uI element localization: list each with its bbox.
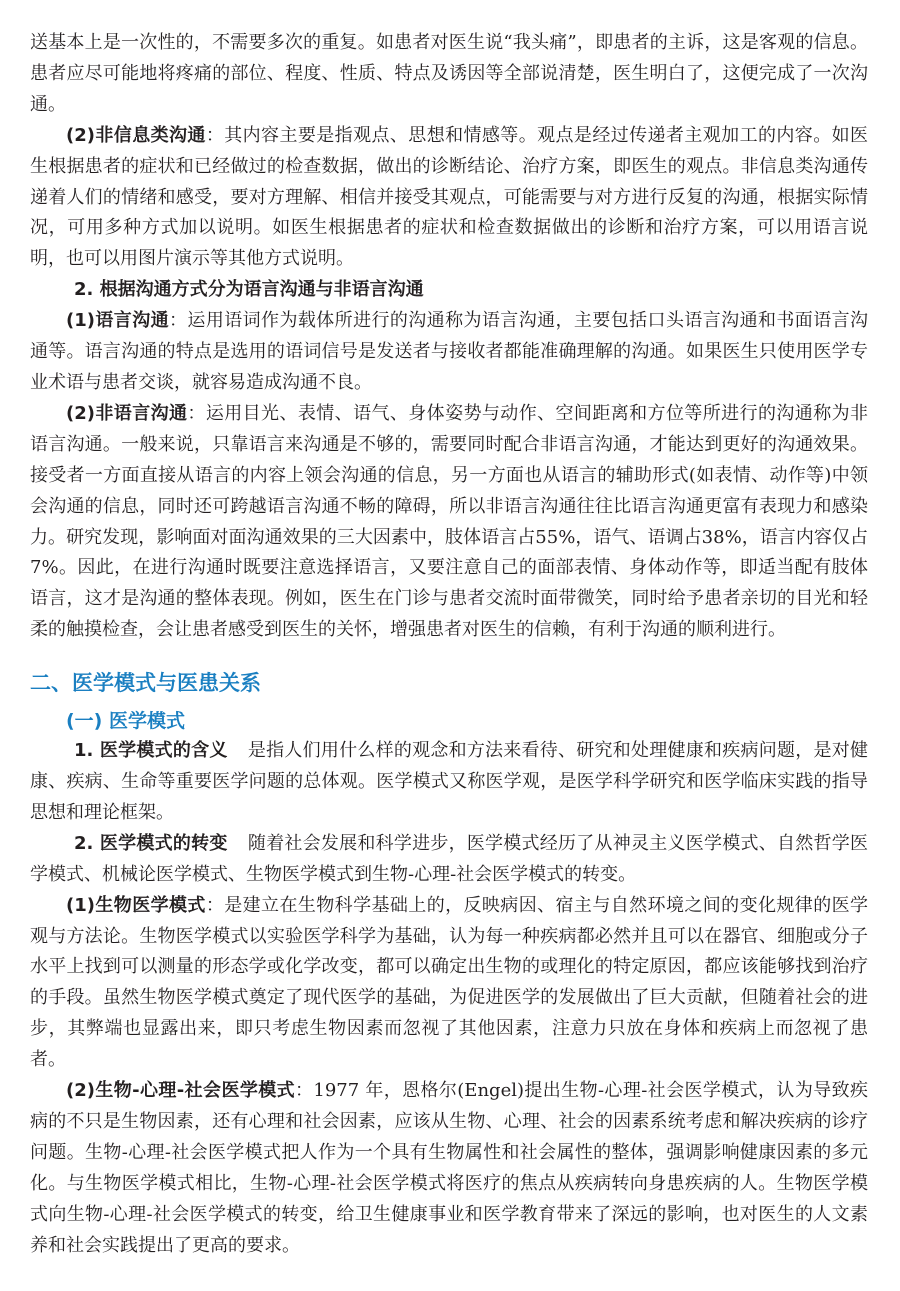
section-title-medical-model: 二、医学模式与医患关系 xyxy=(30,671,261,696)
term-medical-model-transition: 2. 医学模式的转变 xyxy=(74,832,228,854)
text-verbal-communication: ：运用语词作为载体所进行的沟通称为语言沟通，主要包括口头语言沟通和书面语言沟通等。语言沟通的特点是选用的语词信号是发送者与接收者都能准确理解的沟通。如果医生只使用医学专业术语与患者交谈，就容易造成沟通不良。 xyxy=(30,310,869,393)
paragraph-medical-model-meaning xyxy=(30,736,868,829)
term-medical-model-meaning: 1. 医学模式的含义 xyxy=(74,740,228,762)
term-verbal-communication: (1)语言沟通 xyxy=(66,310,170,332)
paragraph-biomedical-model xyxy=(30,891,868,1076)
paragraph-non-information-communication xyxy=(30,121,868,276)
term-biomedical-model: (1)生物医学模式 xyxy=(66,894,206,916)
text-medical-model-transition: 随着社会发展和科学进步，医学模式经历了从神灵主义医学模式、自然哲学医学模式、机械论医学模式、生物医学模式到生物-心理-社会医学模式的转变。 xyxy=(30,832,868,885)
term-non-information-communication: (2)非信息类沟通 xyxy=(66,124,206,146)
text-biomedical-model: ：是建立在生物科学基础上的，反映病因、宿主与自然环境之间的变化规律的医学观与方法论。生物医学模式以实验医学科学为基础，认为每一种疾病都必然并且可以在器官、细胞或分子水平上找到可以测量的形态学或化学改变，都可以确定出生物的或理化的特定原因，都应该能够找到治疗的手段。虽然生物医学模式奠定了现代医学的基础，为促进医学的发展做出了巨大贡献，但随着社会的进步，其弊端也显露出来，即只考虑生物因素而忽视了其他因素，注意力只放在身体和疾病上而忽视了患者。 xyxy=(30,894,869,1071)
text-non-information-communication: ：其内容主要是指观点、思想和情感等。观点是经过传递者主观加工的内容。如医生根据患者的症状和已经做过的检查数据，做出的诊断结论、治疗方案，即医生的观点。非信息类沟通传递着人们的情绪和感受，要对方理解、相信并接受其观点，可能需要与对方进行反复的沟通，根据实际情况，可用多种方式加以说明。如医生根据患者的症状和检查数据做出的诊断和治疗方案，可以用语言说明，也可以用图片演示等其他方式说明。 xyxy=(30,124,869,270)
term-biopsychosocial-model: (2)生物-心理-社会医学模式 xyxy=(66,1080,296,1102)
text-medical-model-meaning: 是指人们用什么样的观念和方法来看待、研究和处理健康和疾病问题，是对健康、疾病、生命等重要医学问题的总体观。医学模式又称医学观，是医学科学研究和医学临床实践的指导思想和理论框架。 xyxy=(30,740,868,823)
paragraph-medical-model-transition xyxy=(30,829,868,891)
term-nonverbal-communication: (2)非语言沟通 xyxy=(66,402,188,424)
text-biopsychosocial-model: ：1977 年，恩格尔(Engel)提出生物-心理-社会医学模式，认为导致疾病的不只是生物因素，还有心理和社会因素，应该从生物、心理、社会的因素系统考虑和解决疾病的诊疗问题。生物-心理-社会医学模式把人作为一个具有生物属性和社会属性的整体，强调影响健康因素的多元化。与生物医学模式相比，生物-心理-社会医学模式将医疗的焦点从疾病转向身患疾病的人。生物医学模式向生物-心理-社会医学模式的转变，给卫生健康事业和医学教育带来了深远的影响，也对医生的人文素养和社会实践提出了更高的要求。 xyxy=(30,1080,868,1256)
subheading-communication-methods: 2. 根据沟通方式分为语言沟通与非语言沟通 xyxy=(74,279,424,301)
subsection-title-medical-model: (一) 医学模式 xyxy=(66,710,185,733)
paragraph-biopsychosocial-model xyxy=(30,1076,868,1261)
text-nonverbal-communication: ：运用目光、表情、语气、身体姿势与动作、空间距离和方位等所进行的沟通称为非语言沟通。一般来说，只靠语言来沟通是不够的，需要同时配合非语言沟通，才能达到更好的沟通效果。接受者一方面直接从语言的内容上领会沟通的信息，另一方面也从语言的辅助形式(如表情、动作等)中领会沟通的信息，同时还可跨越语言沟通不畅的障碍，所以非语言沟通往往比语言沟通更富有表现力和感染力。研究发现，影响面对面沟通效果的三大因素中，肢体语言占55%，语气、语调占38%，语言内容仅占7%。因此，在进行沟通时既要注意选择语言，又要注意自己的面部表情、身体动作等，即适当配有肢体语言，这才是沟通的整体表现。例如，医生在门诊与患者交流时面带微笑，同时给予患者亲切的目光和轻柔的触摸检查，会让患者感受到医生的关怀，增强患者对医生的信赖，有利于沟通的顺利进行。 xyxy=(30,402,869,641)
paragraph-continued: 送基本上是一次性的，不需要多次的重复。如患者对医生说“我头痛”，即患者的主诉，这是客观的信息。患者应尽可能地将疼痛的部位、程度、性质、特点及诱因等全部说清楚，医生明白了，这便完成了一次沟通。 xyxy=(30,32,868,115)
page-content xyxy=(30,28,868,1262)
paragraph-verbal-communication xyxy=(30,306,868,399)
paragraph-nonverbal-communication xyxy=(30,399,868,646)
